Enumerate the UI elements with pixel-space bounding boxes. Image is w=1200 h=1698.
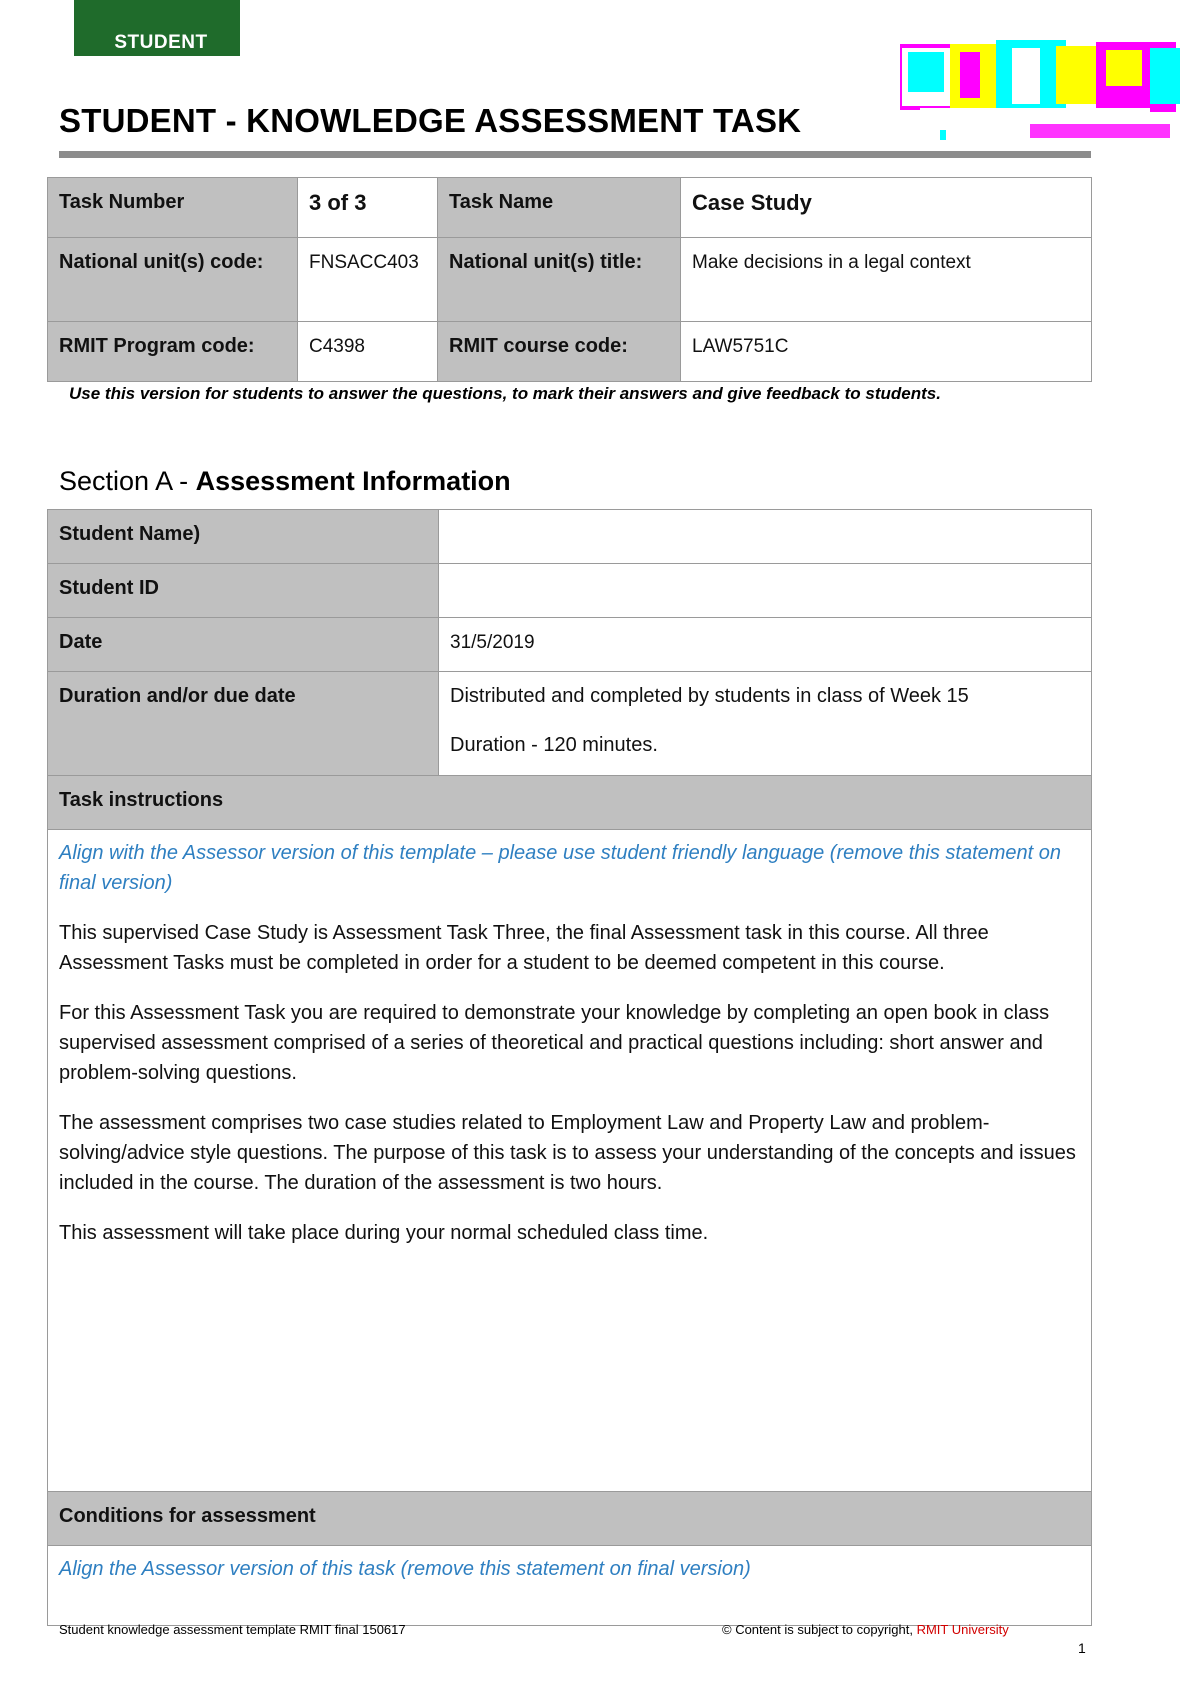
unit-title-value: Make decisions in a legal context (681, 238, 1092, 322)
task-instructions-label: Task instructions (48, 776, 1092, 830)
instruction-paragraph: This supervised Case Study is Assessment Task Three, the final Assessment task in this course. All three Assessment Tasks must be completed in order for a student to be deemed competent in this course. (59, 922, 989, 974)
unit-title-label: National unit(s) title: (438, 238, 681, 322)
copyright-text: © Content is subject to copyright, (722, 1622, 917, 1637)
conditions-note: Align the Assessor version of this task (remove this statement on final version) (59, 1558, 751, 1580)
footer-template-name: Student knowledge assessment template RMIT final 150617 (59, 1622, 406, 1637)
student-name-label: Student Name) (48, 510, 439, 564)
task-number-label: Task Number (48, 178, 298, 238)
student-name-field[interactable] (439, 510, 1092, 564)
date-value: 31/5/2019 (439, 618, 1092, 672)
section-a-title: Assessment Information (195, 466, 511, 496)
section-a-prefix: Section A - (59, 466, 196, 496)
task-instructions-body (48, 830, 1092, 1492)
course-code-value: LAW5751C (681, 322, 1092, 382)
task-details-table (47, 177, 1092, 382)
assessment-info-table (47, 509, 1092, 1626)
course-code-label: RMIT course code: (438, 322, 681, 382)
instruction-paragraph: This assessment will take place during your normal scheduled class time. (59, 1222, 709, 1244)
instruction-paragraph: For this Assessment Task you are required to demonstrate your knowledge by completing an open book in class supervised assessment comprised of a series of theoretical and practical questions including: short answer and problem-solving questions. (59, 1002, 1050, 1084)
footer-copyright (722, 1622, 1009, 1637)
rmit-university-link[interactable]: RMIT University (916, 1622, 1009, 1637)
program-code-label: RMIT Program code: (48, 322, 298, 382)
page-number: 1 (1078, 1640, 1086, 1656)
page-title: STUDENT - KNOWLEDGE ASSESSMENT TASK (59, 102, 802, 139)
rmit-logo-icon (900, 38, 1190, 146)
duration-line-1: Distributed and completed by students in class of Week 15 (450, 685, 969, 707)
student-id-label: Student ID (48, 564, 439, 618)
task-name-value: Case Study (681, 178, 1092, 238)
student-badge: STUDENT (74, 0, 240, 56)
program-code-value: C4398 (298, 322, 438, 382)
unit-code-label: National unit(s) code: (48, 238, 298, 322)
date-label: Date (48, 618, 439, 672)
section-a-heading (59, 466, 511, 497)
unit-code-value: FNSACC403 (298, 238, 438, 322)
instruction-note: Align with the Assessor version of this template – please use student friendly language (remove this statement on final version) (59, 842, 1062, 894)
title-divider (59, 151, 1091, 158)
duration-value (439, 672, 1092, 776)
duration-label: Duration and/or due date (48, 672, 439, 776)
task-name-label: Task Name (438, 178, 681, 238)
task-number-value: 3 of 3 (298, 178, 438, 238)
instruction-paragraph: The assessment comprises two case studies related to Employment Law and Property Law and problem-solving/advice style questions. The purpose of this task is to assess your understanding of the concepts and issues included in the course. The duration of the assessment is two hours. (59, 1112, 1076, 1194)
student-id-field[interactable] (439, 564, 1092, 618)
duration-line-2: Duration - 120 minutes. (450, 734, 658, 756)
conditions-label: Conditions for assessment (48, 1492, 1092, 1546)
version-note: Use this version for students to answer the questions, to mark their answers and give feedback to students. (69, 384, 941, 403)
conditions-body (48, 1546, 1092, 1626)
